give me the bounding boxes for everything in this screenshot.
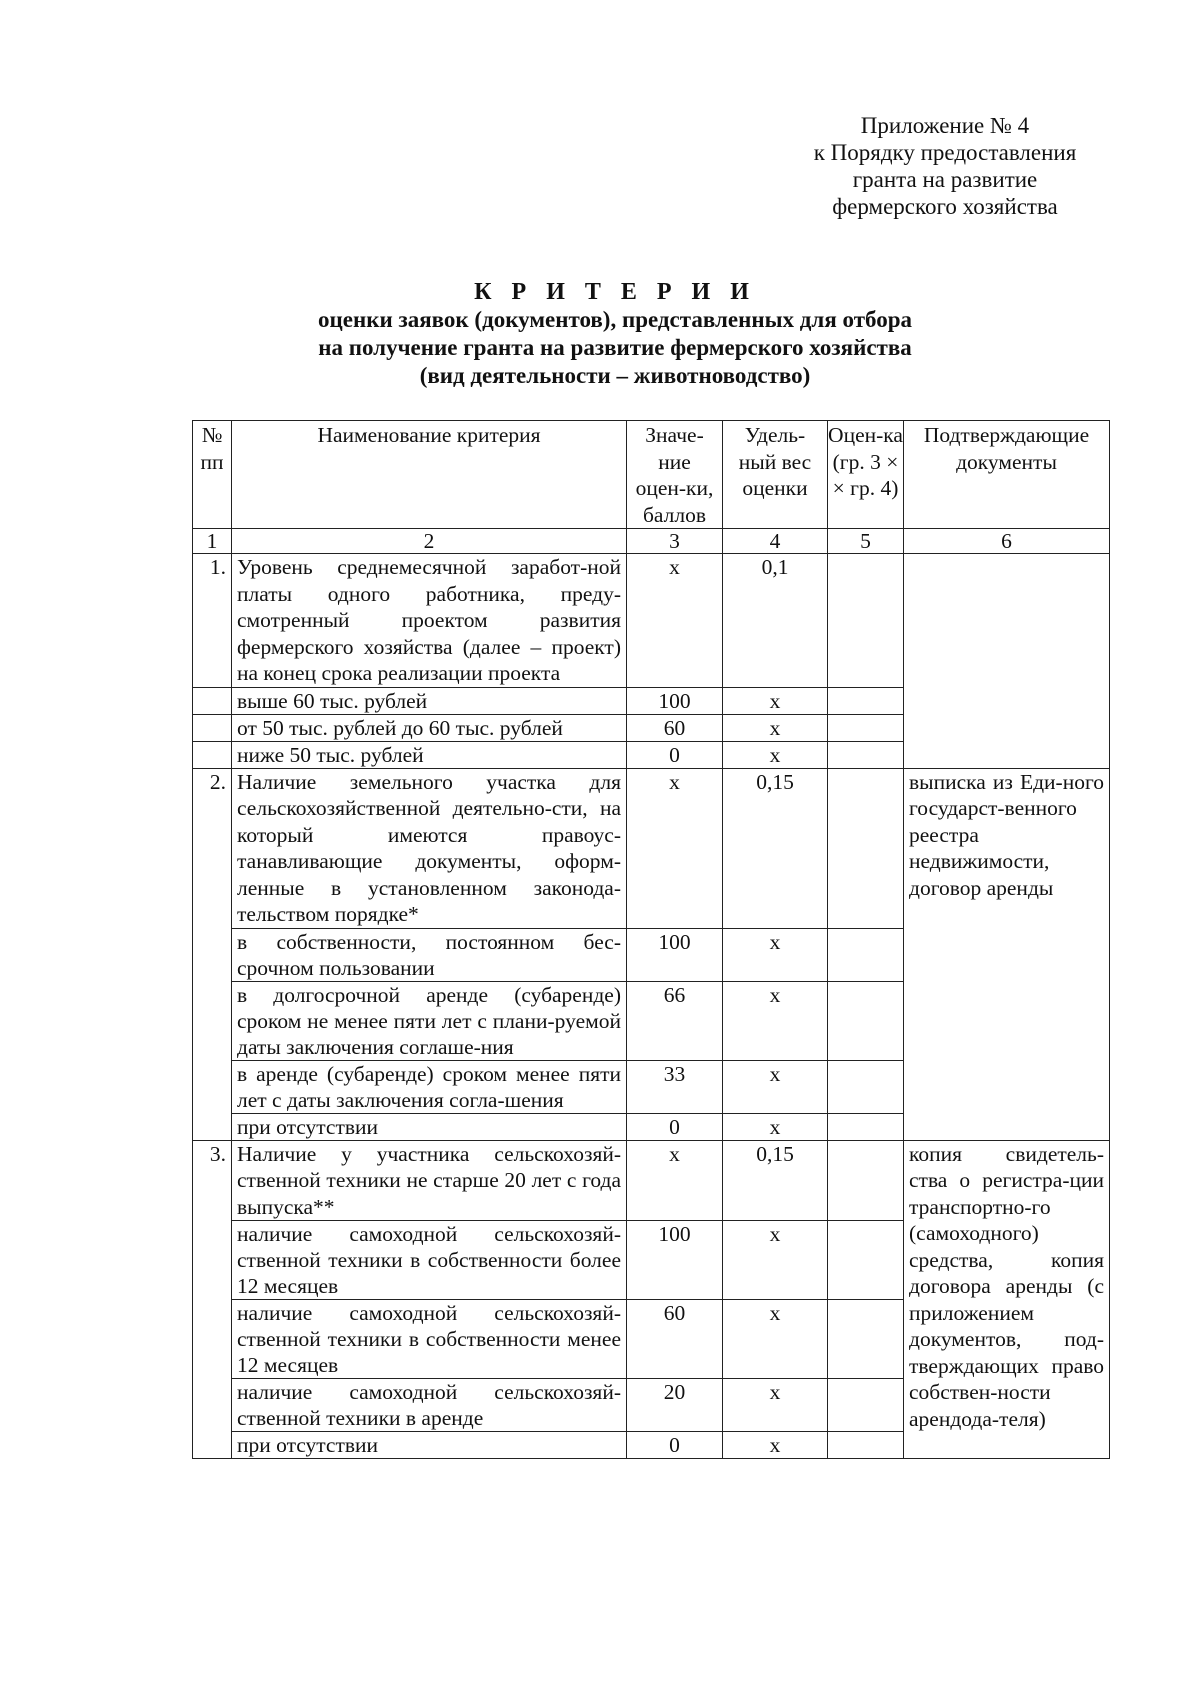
title-line: (вид деятельности – животноводство) [419,363,811,388]
criterion-number: 2. [193,768,232,1140]
option-value: 100 [627,928,723,981]
criterion-score [828,554,904,688]
criterion-weight: 0,15 [723,1140,828,1221]
option-name: при отсутствии [232,1432,627,1459]
table-header-row [193,421,1110,529]
criterion-number: 1. [193,554,232,688]
option-weight: х [723,981,828,1060]
criterion-row [193,768,1110,928]
option-weight: х [723,1221,828,1300]
option-value: 66 [627,981,723,1060]
annex-line: Приложение № 4 [860,113,1030,138]
option-score [828,1379,904,1432]
title-line: на получение гранта на развитие фермерского хозяйства [318,335,912,360]
option-value: 0 [627,1113,723,1140]
option-value: 100 [627,687,723,714]
col-number: 6 [904,529,1110,554]
option-name: наличие самоходной сельскохозяй-ственной техники в собственности более 12 месяцев [232,1221,627,1300]
criterion-name: Наличие земельного участка для сельскохозяйственной деятельно-сти, на который имеются правоус-танавливающие документы, оформ-ленные в установленном законода-тельством порядке* [232,768,627,928]
title-line: оценки заявок (документов), представленных для отбора [318,307,912,332]
criterion-value: х [627,768,723,928]
option-weight: х [723,1300,828,1379]
option-value: 0 [627,741,723,768]
criterion-number: 3. [193,1140,232,1459]
criterion-name: Наличие у участника сельскохозяй-ственной техники не старше 20 лет с года выпуска** [232,1140,627,1221]
criterion-score [828,1140,904,1221]
criterion-name: Уровень среднемесячной заработ-ной платы одного работника, преду-смотренный проектом развития фермерского хозяйства (далее – проект) на конец срока реализации проекта [232,554,627,688]
criterion-docs: выписка из Еди-ного государст-венного реестра недвижимости, договор аренды [904,768,1110,1140]
option-weight: х [723,1379,828,1432]
option-num-cell [193,687,232,714]
criterion-value: х [627,1140,723,1221]
criterion-weight: 0,15 [723,768,828,928]
column-number-row [193,529,1110,554]
option-score [828,714,904,741]
option-name: от 50 тыс. рублей до 60 тыс. рублей [232,714,627,741]
document-title [180,278,1050,390]
header-num: № пп [193,421,232,529]
criterion-row [193,1140,1110,1221]
option-weight: х [723,928,828,981]
option-score [828,1432,904,1459]
option-weight: х [723,1113,828,1140]
option-name: в долгосрочной аренде (субаренде) сроком не менее пяти лет с плани-руемой даты заключения соглаше-ния [232,981,627,1060]
criteria-table [192,420,1110,1459]
annex-line: фермерского хозяйства [832,194,1058,219]
option-weight: х [723,687,828,714]
option-value: 0 [627,1432,723,1459]
option-name: в собственности, постоянном бес-срочном пользовании [232,928,627,981]
option-num-cell [193,714,232,741]
option-value: 20 [627,1379,723,1432]
option-name: наличие самоходной сельскохозяй-ственной техники в аренде [232,1379,627,1432]
option-score [828,1300,904,1379]
criterion-value: х [627,554,723,688]
col-number: 2 [232,529,627,554]
option-value: 33 [627,1060,723,1113]
option-weight: х [723,1432,828,1459]
annex-header [770,112,1120,220]
criterion-docs: копия свидетель-ства о регистра-ции транспортно-го (самоходного) средства, копия договора аренды (с приложением документов, под-тверждающих право собствен-ности арендода-теля) [904,1140,1110,1459]
criterion-docs [904,554,1110,769]
criterion-row [193,554,1110,688]
annex-line: к Порядку предоставления [813,140,1077,165]
option-weight: х [723,741,828,768]
option-score [828,928,904,981]
option-score [828,687,904,714]
option-score [828,741,904,768]
col-number: 1 [193,529,232,554]
col-number: 4 [723,529,828,554]
header-value: Значе-ние оцен-ки, баллов [627,421,723,529]
option-score [828,981,904,1060]
option-weight: х [723,714,828,741]
header-weight: Удель-ный вес оценки [723,421,828,529]
option-weight: х [723,1060,828,1113]
option-name: при отсутствии [232,1113,627,1140]
option-value: 100 [627,1221,723,1300]
title-main: К Р И Т Е Р И И [474,279,756,305]
header-docs: Подтверждающие документы [904,421,1110,529]
criterion-score [828,768,904,928]
option-name: выше 60 тыс. рублей [232,687,627,714]
col-number: 3 [627,529,723,554]
option-value: 60 [627,1300,723,1379]
option-score [828,1221,904,1300]
option-score [828,1060,904,1113]
annex-line: гранта на развитие [852,167,1038,192]
option-name: в аренде (субаренде) сроком менее пяти лет с даты заключения согла-шения [232,1060,627,1113]
option-name: ниже 50 тыс. рублей [232,741,627,768]
header-name: Наименование критерия [232,421,627,529]
option-num-cell [193,741,232,768]
header-score: Оцен-ка (гр. 3 × × гр. 4) [828,421,904,529]
option-value: 60 [627,714,723,741]
criterion-weight: 0,1 [723,554,828,688]
option-name: наличие самоходной сельскохозяй-ственной техники в собственности менее 12 месяцев [232,1300,627,1379]
option-score [828,1113,904,1140]
col-number: 5 [828,529,904,554]
